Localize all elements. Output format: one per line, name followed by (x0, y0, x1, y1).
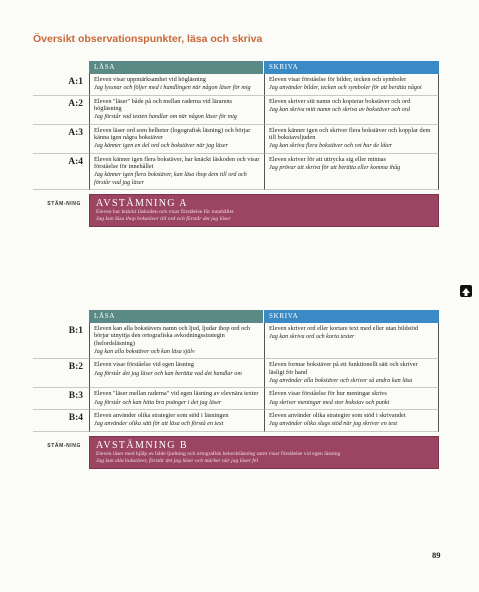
read-text: Eleven kan alla bokstävers namn och ljud, ljudar ihop ord och börjar utnyttja den ortografiska avkodningsstrategin (helordsläsning) (94, 325, 251, 347)
row-label: A:3 (33, 125, 89, 154)
avstamning-text: Eleven läser med hjälp av både ljudning och ortografisk helordsläsning samt visar förståelse vid egen läsning (96, 450, 341, 457)
avstamning-box (89, 436, 439, 469)
row-label: A:4 (33, 154, 89, 190)
read-text: Eleven visar uppmärksamhet vid högläsning (94, 76, 206, 83)
write-cell (264, 125, 439, 154)
write-text-italic: Jag kan skriva mitt namn och skriva av bokstäver och ord (269, 107, 410, 114)
read-text: Eleven "läser" både på och mellan raderna vid lärarens högläsning (94, 97, 233, 113)
avstamning-text-italic: Jag kan läsa ihop bokstäver till ord och förstår det jag läser (96, 215, 231, 222)
page-title: Översikt observationspunkter, läsa och skriva (33, 33, 263, 45)
write-text: Eleven använder olika strategier som stöd i skrivandet (269, 412, 406, 420)
block-a (33, 61, 439, 227)
read-text-italic: Jag förstår vad texten handlar om när någon läser för mig (94, 114, 237, 121)
write-cell (264, 74, 439, 96)
arrow-up-icon[interactable] (460, 285, 472, 297)
read-text: Eleven "läser mellan raderna" vid egen läsning av elevnära texter (94, 390, 259, 398)
avstamning-title: AVSTÄMNING A (96, 197, 188, 209)
read-text-italic: Jag förstår och kan hitta bra poänger i det jag läser (94, 399, 222, 406)
read-text: Eleven läser ord som helheter (logografisk läsning) och börjar känna igen några bokstäver (94, 126, 251, 142)
stamning-label: STÄM-NING (47, 442, 81, 449)
row-label: B:2 (33, 359, 89, 388)
write-text-italic: Jag använder olika slags stöd när jag skriver en text (269, 421, 398, 428)
write-text: Eleven visar förståelse för bilder, tecken och symboler (269, 76, 407, 83)
read-cell (89, 410, 264, 432)
write-text: Eleven formar bokstäver på ett funktionellt sätt och skriver läsligt för hand (269, 361, 418, 376)
read-text: Eleven visar förståelse vid egen läsning (94, 361, 194, 369)
avstamning-text-italic: Jag kan alla bokstäver, förstår det jag läser och märker när jag läser fel (96, 457, 258, 464)
write-cell (264, 388, 439, 410)
avstamning-b (33, 436, 439, 469)
write-text-italic: Jag skriver meningar med stor bokstav och punkt (269, 399, 390, 406)
read-cell (89, 154, 264, 190)
read-cell (89, 125, 264, 154)
avstamning-title: AVSTÄMNING B (96, 439, 188, 451)
write-text: Eleven visar förståelse för hur meningar skrivs (269, 390, 387, 398)
read-text-italic: Jag använder olika sätt för att läsa och förstå en text (94, 421, 224, 428)
write-text-italic: Jag använder bilder, tecken och symboler för att berätta något (269, 85, 422, 92)
write-text: Eleven känner igen och skriver flera bokstäver och kopplar dem till bokstavsljuden (269, 126, 431, 142)
avstamning-a (33, 194, 439, 227)
write-text: Eleven skriver ord eller kortare text med eller utan bildstöd (269, 325, 419, 332)
write-text-italic: Jag kan skriva ord och korta texter (269, 334, 355, 341)
read-text-italic: Jag lyssnar och följer med i handlingen när någon läser för mig (94, 85, 251, 92)
write-cell (264, 410, 439, 432)
avstamning-box (89, 194, 439, 227)
header-lasa: LÄSA (89, 61, 264, 74)
read-cell (89, 359, 264, 388)
read-text-italic: Jag känner igen flera bokstäver, kan läsa ihop dem till ord och förstår vad jag läser (94, 172, 247, 186)
header-skriva: SKRIVA (264, 61, 439, 74)
stamning-label: STÄM-NING (47, 200, 81, 207)
write-text-italic: Jag kan skriva flera bokstäver och vet hur de låter (269, 143, 393, 150)
read-cell (89, 74, 264, 96)
header-spacer (33, 310, 89, 323)
read-text: Eleven använder olika strategier som stöd i läsningen (94, 412, 229, 420)
arrow-up-icon-svg (460, 286, 472, 298)
read-cell (89, 323, 264, 359)
read-cell (89, 388, 264, 410)
read-text-italic: Jag känner igen en del ord och bokstäver när jag läser (94, 143, 228, 150)
row-label: B:1 (33, 323, 89, 359)
page-number: 89 (432, 550, 441, 560)
header-spacer (33, 61, 89, 74)
write-text-italic: Jag använder alla bokstäver och skriver så andra kan läsa (269, 378, 413, 385)
row-label: B:3 (33, 388, 89, 410)
row-label: B:4 (33, 410, 89, 432)
avstamning-text: Eleven har knäckt läskoden och visar förståelse för innehållet (96, 208, 234, 215)
header-skriva: SKRIVA (264, 310, 439, 323)
table-a (33, 61, 439, 190)
write-text: Eleven skriver sitt namn och kopierar bokstäver och ord (269, 97, 411, 105)
read-text-italic: Jag förstår det jag läser och kan berätta vad det handlar om (94, 370, 242, 377)
read-text: Eleven känner igen flera bokstäver, har knäckt läskoden och visar förståelse för innehållet (94, 155, 260, 171)
row-label: A:1 (33, 74, 89, 96)
read-cell (89, 96, 264, 125)
write-text: Eleven skriver för att uttrycka sig eller minnas (269, 155, 386, 163)
header-lasa: LÄSA (89, 310, 264, 323)
write-cell (264, 359, 439, 388)
write-cell (264, 323, 439, 359)
row-label: A:2 (33, 96, 89, 125)
table-b (33, 310, 439, 432)
write-cell (264, 96, 439, 125)
read-text-italic: Jag kan alla bokstäver och kan läsa själv (94, 349, 195, 356)
write-text-italic: Jag prövar att skriva för att berätta eller komma ihåg (269, 165, 401, 172)
write-cell (264, 154, 439, 190)
block-b (33, 310, 439, 469)
